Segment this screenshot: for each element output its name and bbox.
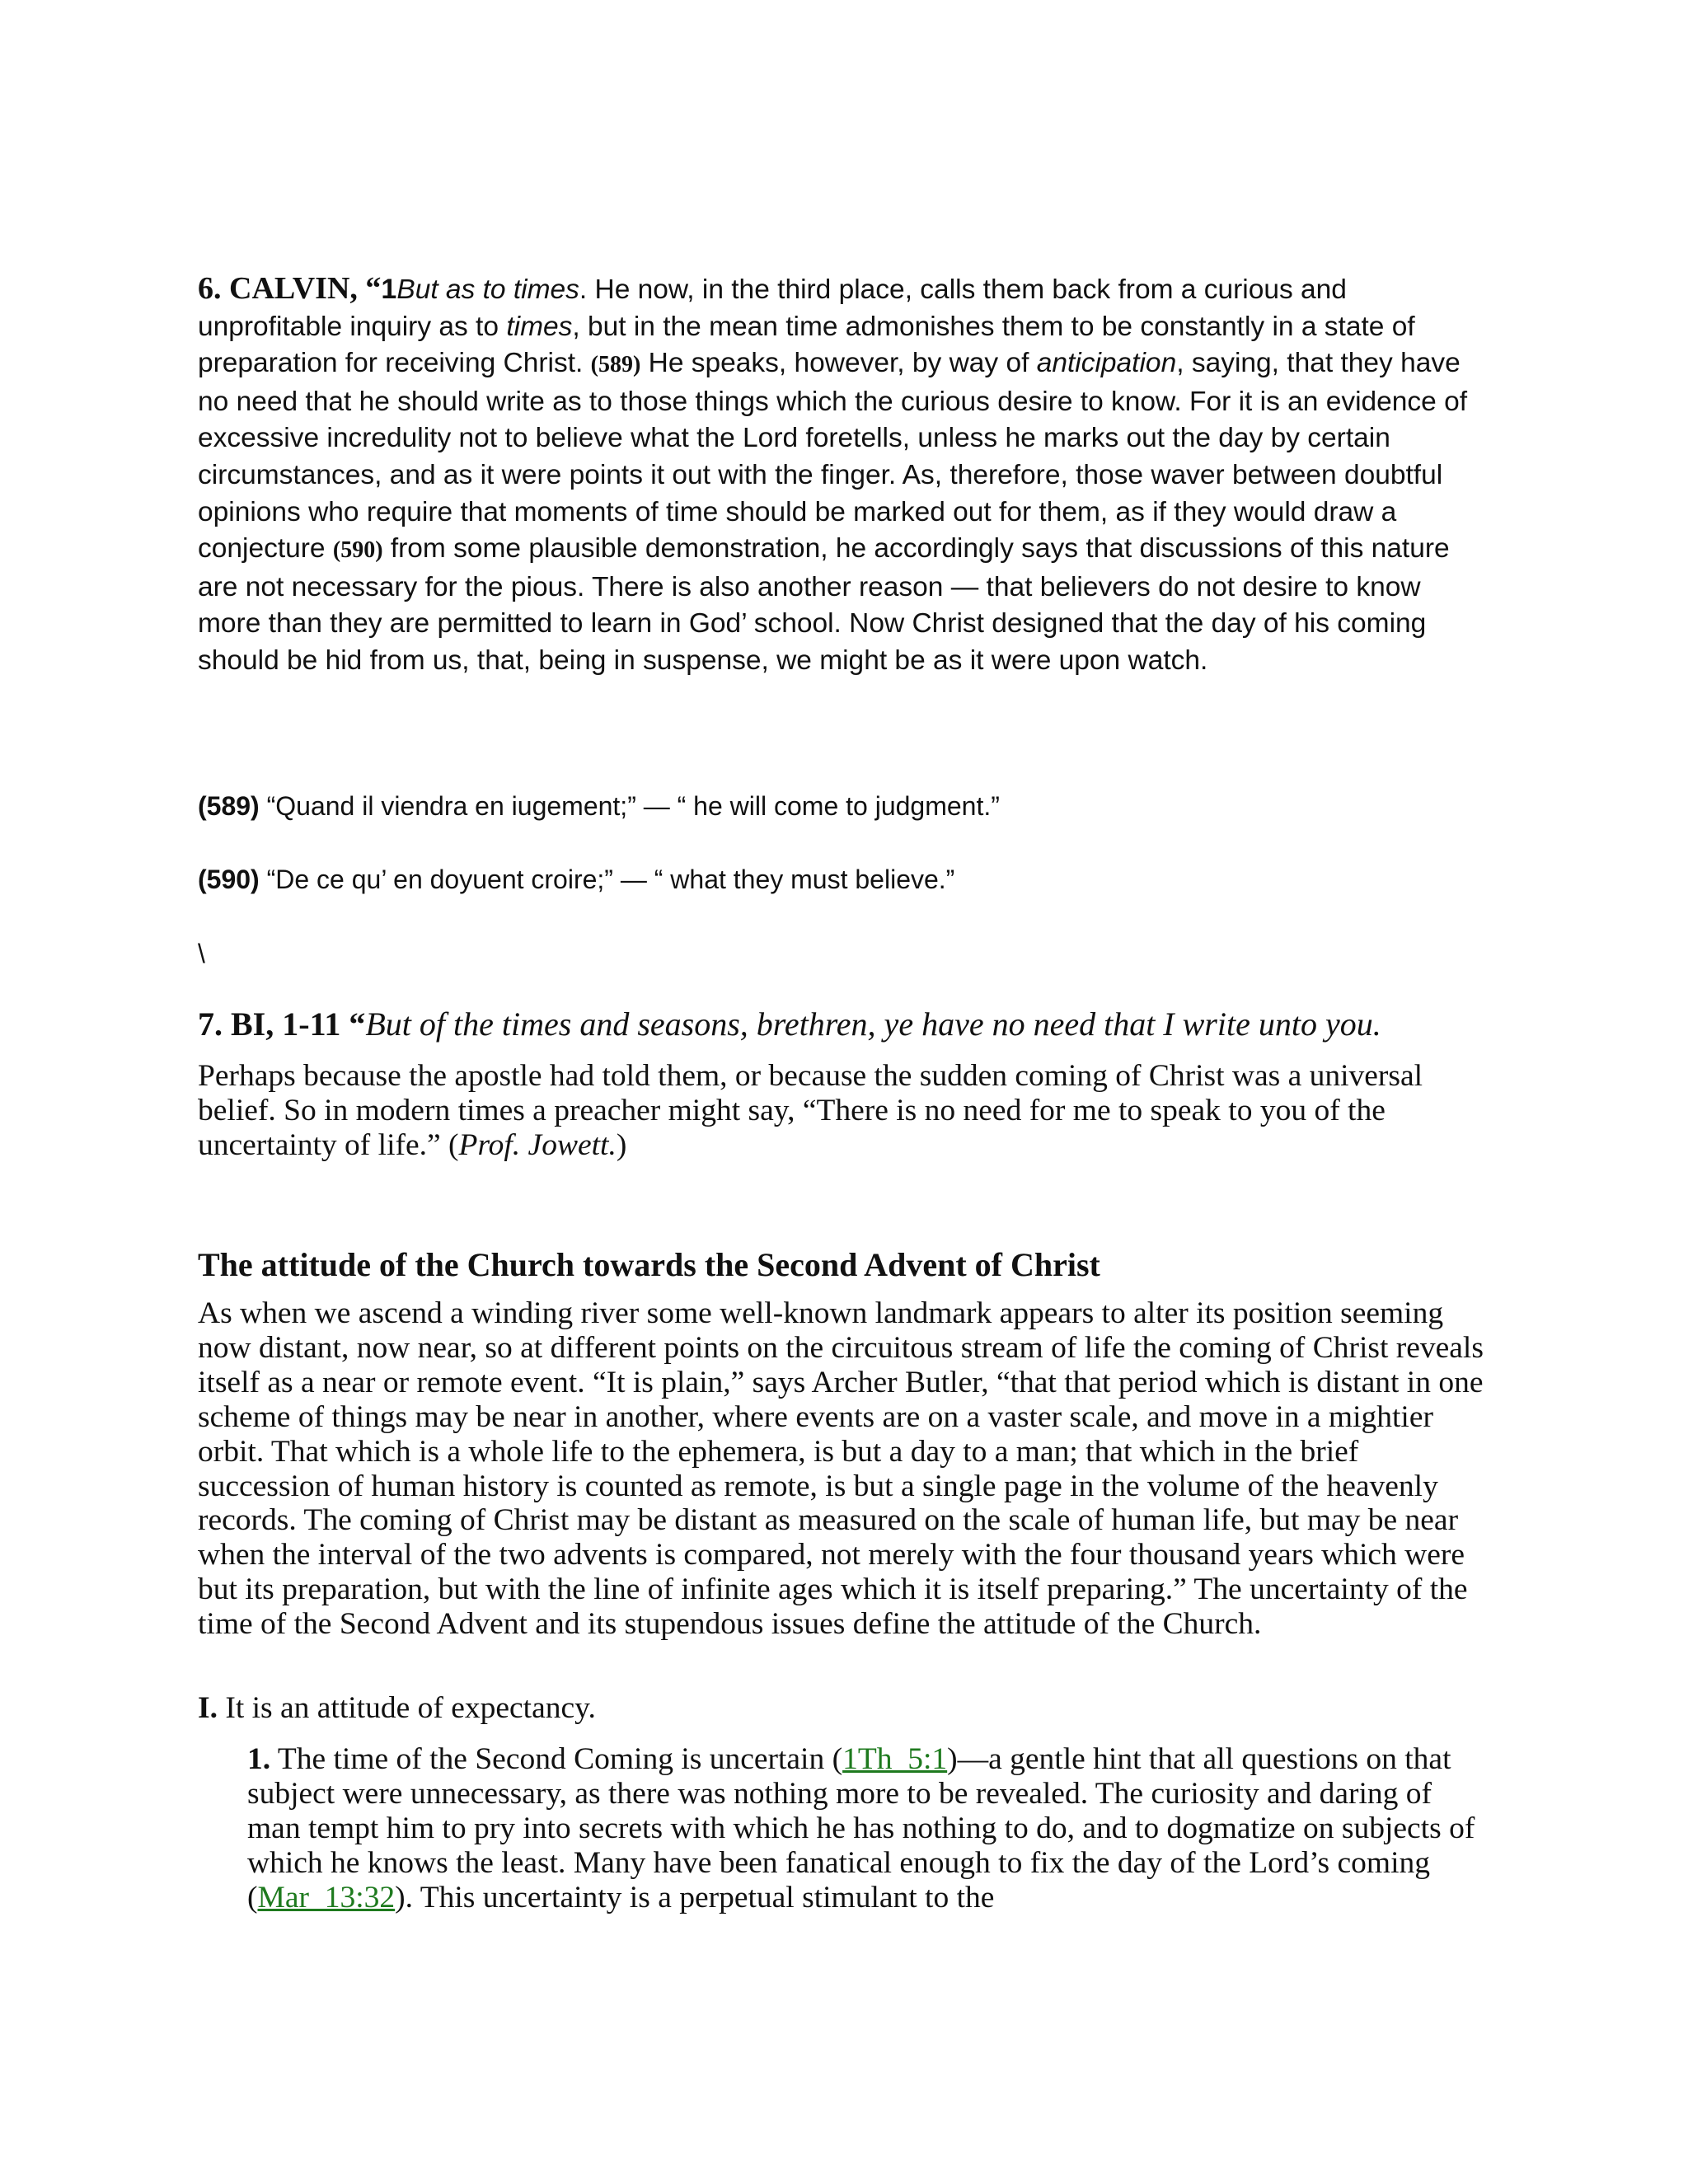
footnote-text: “De ce qu’ en doyuent croire;” — “ what they must believe.” (259, 865, 955, 894)
calvin-text: , but in the mean time admonishes them to be constantly in a state of preparation for receiving Christ. (198, 311, 1415, 379)
bi-intro-text: Perhaps because the apostle had told them, or because the sudden coming of Christ was a universal belief. So in modern times a preacher might say, “There is no need for me to speak to you of the uncertainty of life.” ( (198, 1059, 1423, 1162)
footnote-text: “Quand il viendra en iugement;” — “ he will come to judgment.” (259, 791, 1000, 821)
footnote-589 (198, 790, 1000, 823)
outline-point-label: I. (198, 1691, 218, 1725)
outline-subpoint-text: ). This uncertainty is a perpetual stimulant to the (395, 1881, 995, 1915)
outline-point-1 (198, 1691, 1484, 1726)
calvin-italic-times: times (506, 311, 573, 342)
bi-label: 7. BI, 1-11 “ (198, 1005, 366, 1043)
calvin-label-number: 1 (381, 274, 397, 305)
scripture-link-mar-13-32[interactable]: Mar_13:32 (257, 1881, 396, 1915)
bi-heading (198, 1004, 1484, 1045)
calvin-commentary (198, 270, 1484, 680)
bi-intro-paragraph (198, 1059, 1484, 1163)
bi-intro-end: ) (616, 1128, 627, 1162)
footnote-ref-590[interactable]: (590) (332, 537, 383, 564)
calvin-label: 6. CALVIN, “ (198, 271, 382, 306)
bi-verse: But of the times and seasons, brethren, ye have no need that I write unto you. (365, 1005, 1381, 1043)
outline-subpoint-label: 1. (247, 1742, 271, 1776)
footnote-590 (198, 863, 954, 896)
footnote-ref-589[interactable]: (589) (590, 352, 641, 378)
section-paragraph: As when we ascend a winding river some well-known landmark appears to alter its position seeming now distant, now near, so at different points on the circuitous stream of life the coming of Christ reveals itself as a near or remote event. “It is plain,” says Archer Butler, “that that period which is distant in one scheme of things may be near in another, where events are on a vaster scale, and move in a mightier orbit. That which is a whole life to the ephemera, is but a day to a man; that which in the brief succession of human history is counted as remote, is but a single page in the volume of the heavenly records. The coming of Christ may be distant as measured on the scale of human life, but may be near when the interval of the two advents is compared, not merely with the four thousand years which were but its preparation, but with the line of infinite ages which it is itself preparing.” The uncertainty of the time of the Second Advent and its stupendous issues define the attitude of the Church. (198, 1296, 1484, 1642)
outline-subpoint-text: )—a gentle hint that all questions on that subject were unnecessary, as there was nothing more to be revealed. The curiosity and daring of man tempt him to pry into secrets with which he has nothing to do, and to dogmatize on subjects of which he knows the least. Many have been fanatical enough to fix the day of the Lord’s coming ( (247, 1742, 1475, 1915)
section-heading: The attitude of the Church towards the Second Advent of Christ (198, 1246, 1100, 1283)
calvin-text: He speaks, however, by way of (640, 348, 1037, 379)
calvin-text: , saying, that they have no need that he should write as to those things which the curious desire to know. For it is an evidence of excessive incredulity not to believe what the Lord foretells, unless he marks out the day by certain circumstances, and as it were points it out with the finger. As, therefore, those waver between doubtful opinions who require that moments of time should be marked out for them, as if they would draw a conjecture (198, 348, 1468, 565)
stray-backslash: \ (198, 939, 205, 968)
calvin-text: from some plausible demonstration, he accordingly says that discussions of this nature are not necessary for the pious. There is also another reason — that believers do not desire to know more than they are permitted to learn in God’ school. Now Christ designed that the day of his coming should be hid from us, that, being in suspense, we might be as it were upon watch. (198, 533, 1450, 676)
calvin-quote-italic: But as to times (396, 274, 579, 305)
outline-subpoint-1 (247, 1742, 1484, 1915)
bi-intro-author: Prof. Jowett. (458, 1128, 617, 1162)
outline-subpoint-text: The time of the Second Coming is uncertain ( (270, 1742, 843, 1776)
footnote-number: (590) (198, 865, 260, 894)
outline-point-text: It is an attitude of expectancy. (217, 1691, 596, 1725)
calvin-text: . He now, in the third place, calls them back from a curious and unprofitable inquiry as to (198, 274, 1347, 342)
footnote-number: (589) (198, 791, 260, 821)
scripture-link-1th-5-1[interactable]: 1Th_5:1 (842, 1742, 948, 1776)
calvin-italic-anticipation: anticipation (1036, 348, 1177, 379)
